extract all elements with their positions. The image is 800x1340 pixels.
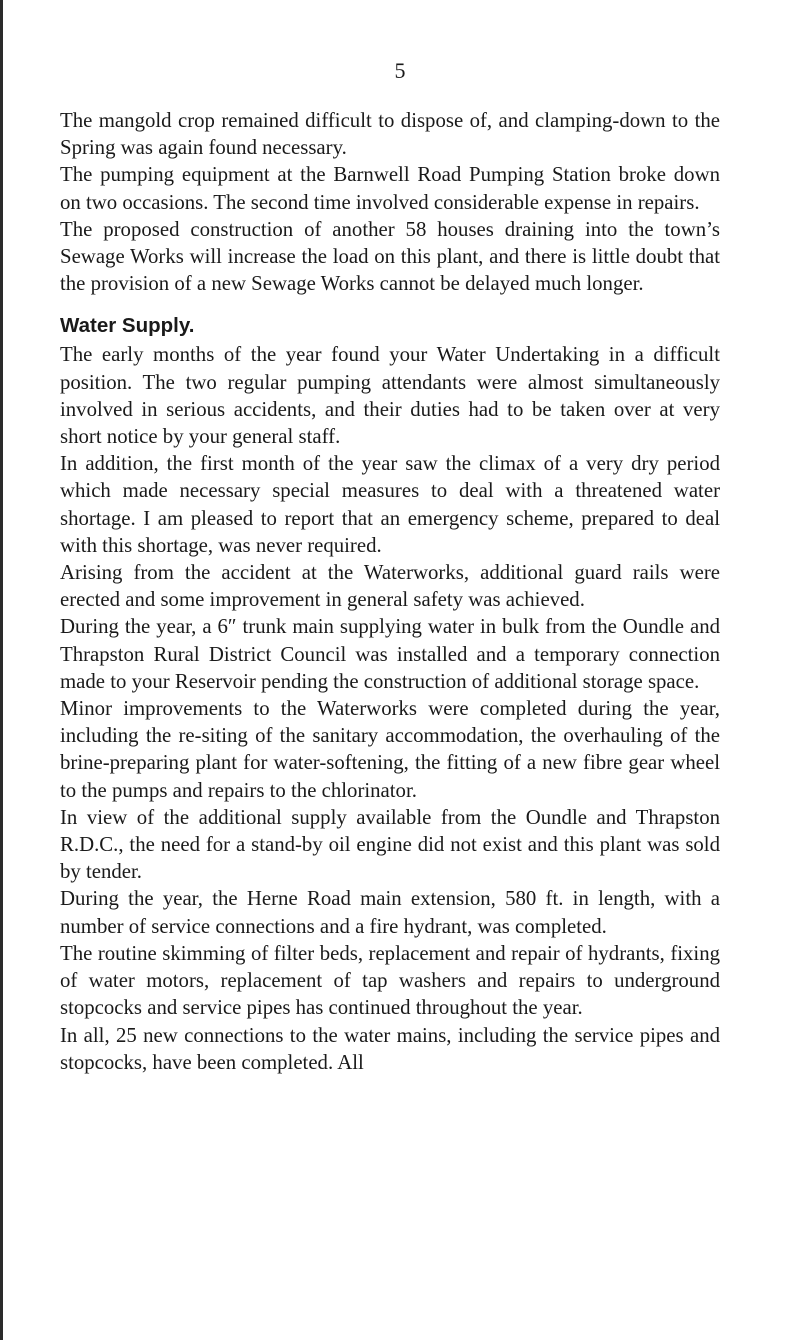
page-number: 5 xyxy=(394,58,406,83)
paragraph-early-months: The early months of the year found your Water Undertaking in a difficult position. The two regular pumping attendants were almost simultaneously involved in serious accidents, and their duties had to be taken over at very short notice by your general staff. xyxy=(60,343,720,449)
paragraph-routine-skimming: The routine skimming of filter beds, replacement and repair of hydrants, fixing of water motors, replacement of tap washers and repairs to underground stopcocks and service pipes has continued throughout the year. xyxy=(60,941,720,1020)
paragraph-guard-rails: Arising from the accident at the Waterworks, additional guard rails were erected and some improvement in general safety was achieved. xyxy=(60,561,720,612)
paragraph-dry-period: In addition, the first month of the year saw the climax of a very dry period which made necessary special measures to deal with a threatened water shortage. I am pleased to report that an emergency scheme, prepared to deal with this shortage, was never required. xyxy=(60,452,720,557)
paragraph-oil-engine: In view of the additional supply available from the Oundle and Thrapston R.D.C., the need for a stand-by oil engine did not exist and this plant was sold by tender. xyxy=(60,805,720,884)
paragraph-sewage-works: The proposed construction of another 58 houses draining into the town’s Sewage Works will increase the load on this plant, and there is little doubt that the provision of a new Sewage Works cannot be delayed much longer. xyxy=(60,217,720,296)
paragraph-herne-road: During the year, the Herne Road main extension, 580 ft. in length, with a number of service connections and a fire hydrant, was completed. xyxy=(60,887,720,938)
paragraph-trunk-main: During the year, a 6″ trunk main supplying water in bulk from the Oundle and Thrapston Rural District Council was installed and a temporary connection made to your Reservoir pending the construction of additional storage space. xyxy=(60,615,720,693)
page-edge-line xyxy=(0,0,3,1340)
paragraph-pumping-equipment: The pumping equipment at the Barnwell Road Pumping Station broke down on two occasions. The second time involved considerable expense in repairs. xyxy=(60,163,720,214)
paragraph-mangold-crop: The mangold crop remained difficult to dispose of, and clamping-down to the Spring was again found necessary. xyxy=(60,109,720,160)
document-body xyxy=(60,107,720,1076)
paragraph-minor-improvements: Minor improvements to the Waterworks were completed during the year, including the re-siting of the sanitary accommodation, the overhauling of the brine-preparing plant for water-softening, the fitting of a new fibre gear wheel to the pumps and repairs to the chlorinator. xyxy=(60,697,720,802)
section-heading-water-supply: Water Supply. xyxy=(60,314,195,338)
paragraph-new-connections: In all, 25 new connections to the water mains, including the service pipes and stopcocks, have been completed. All xyxy=(60,1023,720,1074)
